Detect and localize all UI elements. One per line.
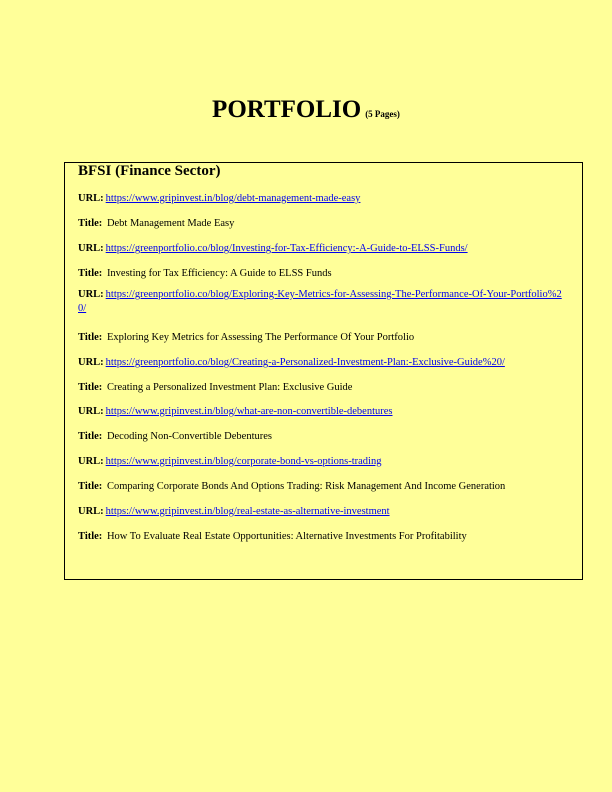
url-link[interactable]: https://www.gripinvest.in/blog/real-estate-as-alternative-investment [105, 506, 390, 517]
title-label: Title: [78, 531, 103, 542]
title-label: Title: [78, 218, 103, 229]
title-label: Title: [78, 268, 103, 279]
article-title: Debt Management Made Easy [106, 218, 235, 229]
portfolio-section-box [64, 162, 583, 580]
url-label: URL: [78, 406, 104, 417]
title-row [78, 267, 568, 281]
title-row [78, 381, 568, 395]
article-title: How To Evaluate Real Estate Opportunities: Alternative Investments For Profitability [106, 531, 467, 542]
article-title: Comparing Corporate Bonds And Options Trading: Risk Management And Income Generation [106, 481, 506, 492]
title-row [78, 217, 568, 231]
title-label: Title: [78, 382, 103, 393]
page-title: PORTFOLIO [212, 96, 362, 123]
url-row [78, 505, 568, 519]
title-row [78, 331, 568, 345]
article-title: Decoding Non-Convertible Debentures [106, 431, 272, 442]
page-count: (5 Pages) [365, 109, 400, 119]
article-title: Creating a Personalized Investment Plan: Exclusive Guide [106, 382, 353, 393]
page-heading [0, 96, 612, 124]
url-label: URL: [78, 357, 104, 368]
url-row [78, 192, 568, 206]
url-link[interactable]: https://greenportfolio.co/blog/Creating-a-Personalized-Investment-Plan:-Exclusive-Guide%20/ [105, 357, 505, 368]
section-title: BFSI (Finance Sector) [78, 163, 221, 179]
url-link[interactable]: https://www.gripinvest.in/blog/debt-management-made-easy [105, 193, 361, 204]
article-title: Exploring Key Metrics for Assessing The Performance Of Your Portfolio [106, 332, 415, 343]
url-label: URL: [78, 456, 104, 467]
url-row [78, 288, 568, 316]
title-label: Title: [78, 431, 103, 442]
title-row [78, 480, 568, 494]
url-label: URL: [78, 506, 104, 517]
url-link[interactable]: https://www.gripinvest.in/blog/what-are-non-convertible-debentures [105, 406, 393, 417]
url-link[interactable]: https://greenportfolio.co/blog/Investing-for-Tax-Efficiency:-A-Guide-to-ELSS-Funds/ [105, 243, 468, 254]
title-label: Title: [78, 481, 103, 492]
url-link[interactable]: https://www.gripinvest.in/blog/corporate-bond-vs-options-trading [105, 456, 382, 467]
title-row [78, 530, 568, 544]
url-label: URL: [78, 289, 104, 300]
url-label: URL: [78, 243, 104, 254]
url-label: URL: [78, 193, 104, 204]
title-row [78, 430, 568, 444]
url-row [78, 405, 568, 419]
url-row [78, 356, 568, 370]
title-label: Title: [78, 332, 103, 343]
url-row [78, 455, 568, 469]
url-row [78, 242, 568, 256]
article-title: Investing for Tax Efficiency: A Guide to ELSS Funds [106, 268, 332, 279]
url-link[interactable]: https://greenportfolio.co/blog/Exploring-Key-Metrics-for-Assessing-The-Performance-Of-Your-Portfolio%20/ [78, 289, 562, 314]
